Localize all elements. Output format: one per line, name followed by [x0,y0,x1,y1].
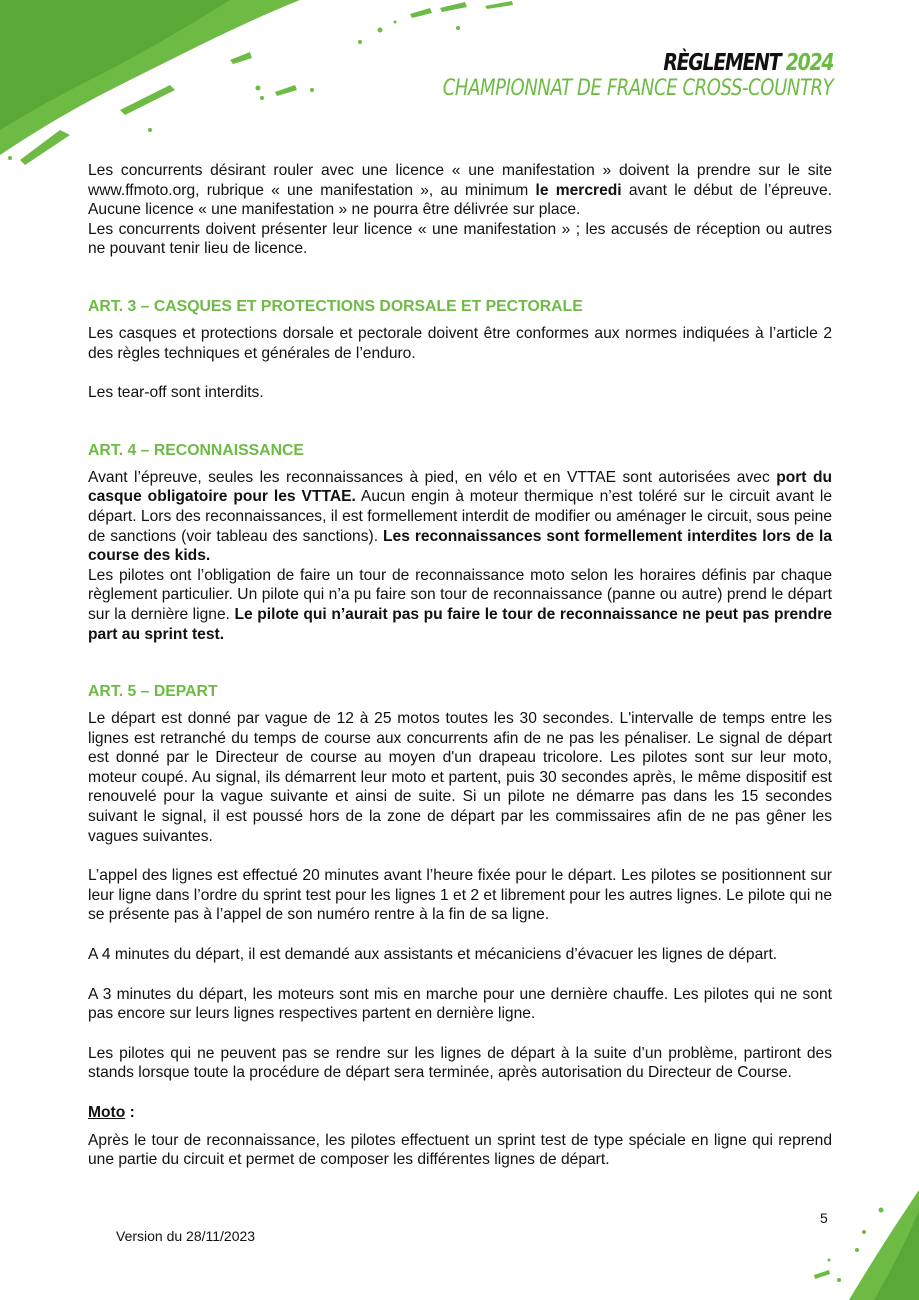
header-title-word: RÈGLEMENT [663,50,781,76]
art5-paragraph-2: L’appel des lignes est effectué 20 minutes avant l’heure fixée pour le départ. Les pilotes se positionnent sur leur ligne dans l’ordre du sprint test pour les lignes 1 et 2 et librement pour les autres lignes. Le pilote qui ne se présente pas à l’appel de son numéro rentre à la fin de sa ligne. [88,867,832,924]
green-splash-bottom-decoration [789,1190,919,1300]
intro-paragraph-1: Les concurrents désirant rouler avec une licence « une manifestation » doivent la prendre sur le site www.ffmoto.org, rubrique « une manifestation », au minimum le mercredi avant le début de l’épreuve. Aucune licence « une manifestation » ne pourra être délivrée sur place. [88,162,832,219]
art5-paragraph-3: A 4 minutes du départ, il est demandé aux assistants et mécaniciens d’évacuer les lignes de départ. [88,946,778,964]
art4-paragraph-2: Les pilotes ont l’obligation de faire un tour de reconnaissance moto selon les horaires définis par chaque règlement particulier. Un pilote qui n’a pu faire son tour de reconnaissance (panne ou autre) prend le départ sur la dernière ligne. Le pilote qui n’aurait pas pu faire le tour de reconnaissance ne peut pas prendre part au sprint test. [88,566,832,643]
art5-paragraph-4: A 3 minutes du départ, les moteurs sont mis en marche pour une dernière chauffe. Les pilotes qui ne sont pas encore sur leurs lignes respectives partent en dernière ligne. [88,985,832,1023]
art5-paragraph-5: Les pilotes qui ne peuvent pas se rendre sur les lignes de départ à la suite d’un problème, partiront des stands lorsque toute la procédure de départ sera terminée, après autorisation du Directeur de Course. [88,1044,832,1082]
moto-subheading: Moto : [88,1104,135,1121]
intro-paragraph-2: Les concurrents doivent présenter leur licence « une manifestation » ; les accusés de réception ou autres ne pouvant tenir lieu de licence. [88,220,832,258]
header-title-year: 2024 [785,50,833,76]
footer-version: Version du 28/11/2023 [116,1228,256,1244]
art3-paragraph-2: Les tear-off sont interdits. [88,384,264,402]
art5-heading: ART. 5 – DEPART [88,683,218,701]
art3-paragraph-1: Les casques et protections dorsale et pectorale doivent être conformes aux normes indiquées à l’article 2 des règles techniques et générales de l’enduro. [88,324,832,362]
art5-paragraph-1: Le départ est donné par vague de 12 à 25 motos toutes les 30 secondes. L'intervalle de temps entre les lignes est retranché du temps de course aux concurrents afin de ne pas les pénaliser. Le signal de départ est donné par le Directeur de course au moyen d'un drapeau tricolore. Les pilotes sont sur leur moto, moteur coupé. Au signal, ils démarrent leur moto et partent, puis 30 secondes après, le même dispositif est renouvelé pour la vague suivante et ainsi de suite. Si un pilote ne démarre pas dans les 15 secondes suivant le signal, il est poussé hors de la zone de départ par les commissaires afin de ne pas gêner les vagues suivantes. [88,710,832,845]
art3-heading: ART. 3 – CASQUES ET PROTECTIONS DORSALE ET PECTORALE [88,297,583,315]
art5-paragraph-6: Après le tour de reconnaissance, les pilotes effectuent un sprint test de type spéciale en ligne qui reprend une partie du circuit et permet de composer les différentes lignes de départ. [88,1131,832,1169]
document-header [357,52,833,100]
art4-paragraph-1: Avant l’épreuve, seules les reconnaissances à pied, en vélo et en VTTAE sont autorisées avec port du casque obligatoire pour les VTTAE. Aucun engin à moteur thermique n’est toléré sur le circuit avant le départ. Lors des reconnaissances, il est formellement interdit de modifier ou aménager le circuit, sous peine de sanctions (voir tableau des sanctions). Les reconnaissances sont formellement interdites lors de la course des kids. [88,468,832,565]
document-body [88,161,832,1170]
page-number: 5 [820,1210,828,1226]
header-subtitle: CHAMPIONNAT DE FRANCE CROSS-COUNTRY [442,76,833,101]
header-title [442,52,833,75]
art4-heading: ART. 4 – RECONNAISSANCE [88,441,304,459]
